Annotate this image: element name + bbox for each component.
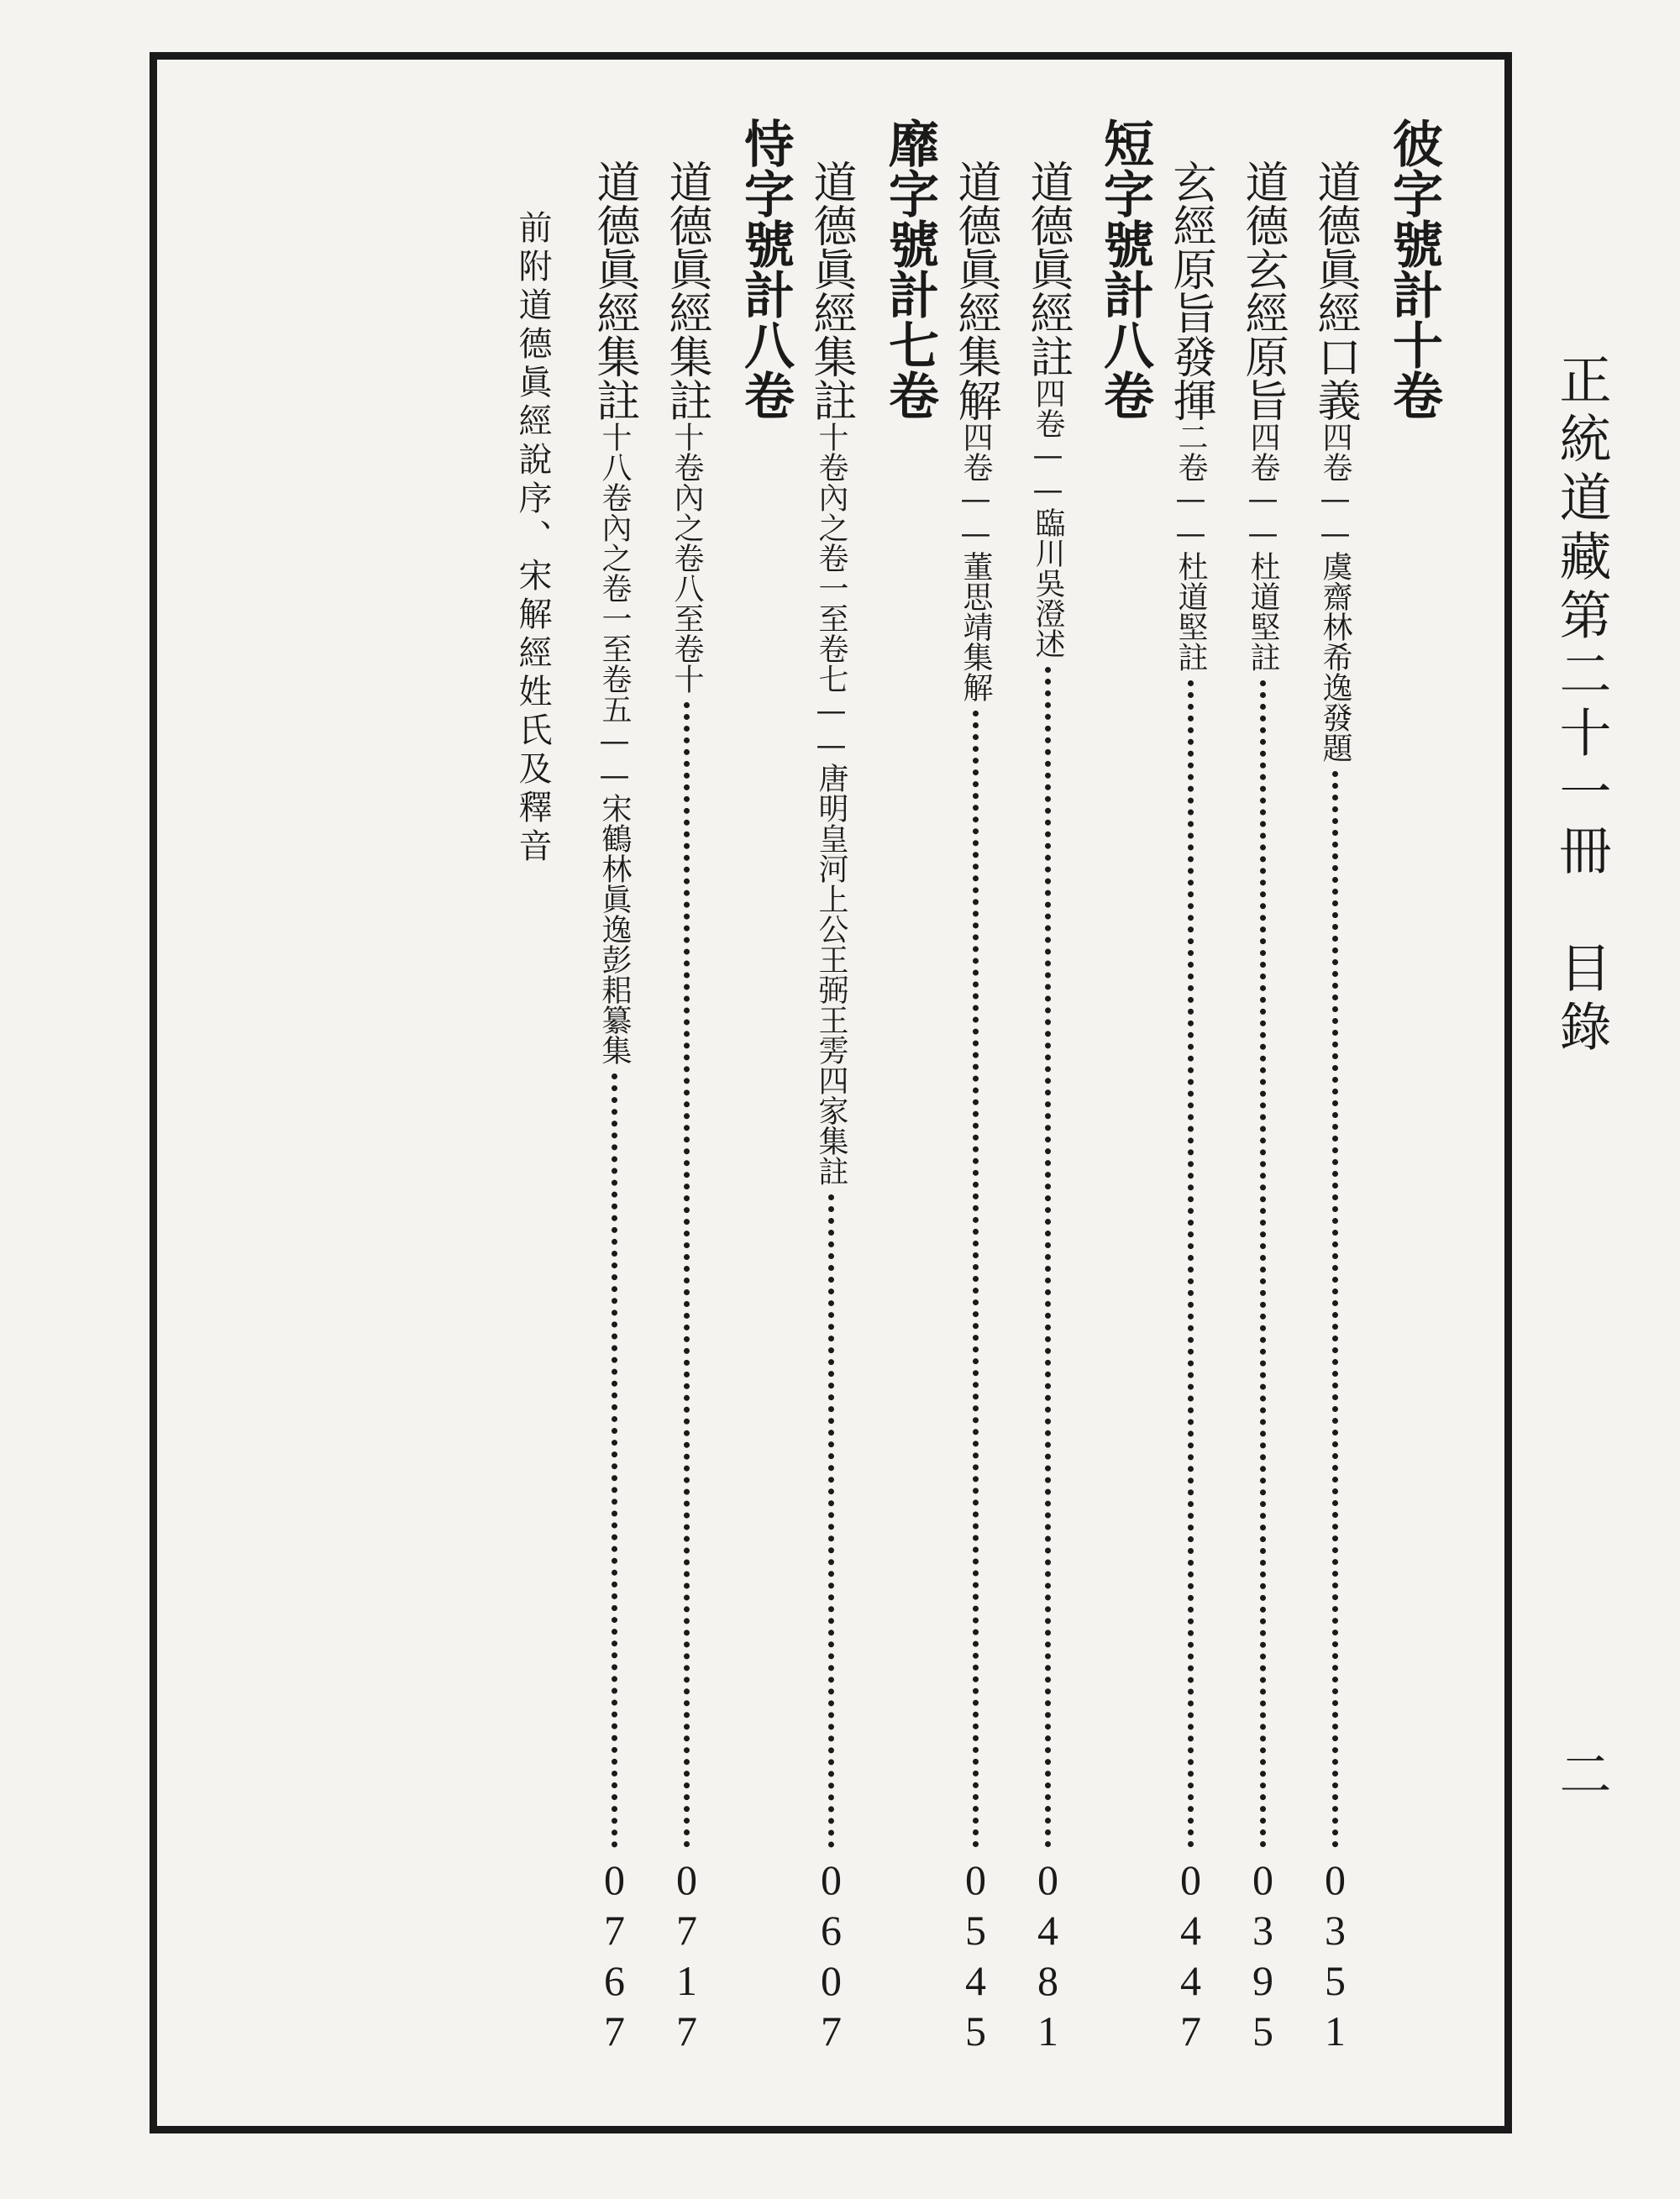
entry-page: 0717 [663, 1856, 711, 2058]
toc-entry[interactable] [800, 160, 863, 2058]
entry-page: 0767 [591, 1856, 638, 2058]
running-header-title: 正統道藏第二十一冊 目錄 [1551, 353, 1612, 1058]
entry-title: 玄經原旨發揮 [1165, 160, 1215, 422]
toc-entry[interactable] [1159, 160, 1222, 2058]
dot-leader [828, 1194, 834, 1848]
entry-title: 道德眞經口義 [1310, 160, 1360, 422]
dot-leader [1045, 667, 1051, 1848]
entry-title: 道德眞經註 [1022, 160, 1073, 378]
entry-page: 0607 [807, 1856, 855, 2058]
entry-subtitle: 四卷——虞齋林希逸發題 [1318, 422, 1352, 763]
toc-entry[interactable] [655, 160, 718, 2058]
entry-title: 道德玄經原旨 [1237, 160, 1288, 422]
toc-entry[interactable] [1304, 160, 1367, 2058]
entry-subtitle: 十八卷內之卷一至卷五——宋鶴林眞逸彭耜纂集 [597, 422, 632, 1065]
toc-entry[interactable] [583, 160, 646, 2058]
group-heading-duan: 短字號計八卷 [1095, 118, 1154, 420]
toc-entry[interactable] [1231, 160, 1294, 2058]
entry-title: 道德眞經集註 [661, 160, 711, 422]
dot-leader [973, 711, 979, 1848]
entry-page: 0447 [1167, 1856, 1215, 2058]
toc-entry[interactable] [944, 160, 1007, 2058]
entry-page: 0545 [952, 1856, 1000, 2058]
dot-leader [1188, 680, 1194, 1848]
entry-subtitle: 四卷——臨川吳澄述 [1031, 378, 1065, 659]
toc-entry[interactable] [1016, 160, 1079, 2058]
group-heading-mi: 靡字號計七卷 [880, 118, 939, 420]
appendix-note: 前附道德眞經說序、宋解經姓氏及釋音 [513, 210, 552, 867]
entry-title: 道德眞經集註 [589, 160, 639, 422]
group-heading-shi: 恃字號計八卷 [736, 118, 795, 420]
dot-leader [1260, 680, 1266, 1848]
entry-page: 0351 [1311, 1856, 1359, 2058]
entry-subtitle: 四卷——杜道堅註 [1246, 422, 1280, 672]
entry-subtitle: 二卷——杜道堅註 [1173, 422, 1208, 672]
dot-leader [1332, 771, 1338, 1848]
entry-page: 0395 [1239, 1856, 1287, 2058]
entry-page: 0481 [1024, 1856, 1072, 2058]
group-heading-bi: 彼字號計十卷 [1384, 118, 1443, 420]
entry-subtitle: 四卷——董思靖集解 [958, 422, 993, 702]
entry-title: 道德眞經集解 [950, 160, 1000, 422]
entry-subtitle: 十卷內之卷一至卷七——唐明皇河上公王弼王雱四家集註 [814, 422, 848, 1186]
dot-leader [612, 1073, 617, 1848]
dot-leader [684, 702, 690, 1848]
entry-title: 道德眞經集註 [806, 160, 856, 422]
entry-subtitle: 十卷內之卷八至卷十 [669, 422, 704, 694]
page-number: 二 [1551, 1747, 1612, 1799]
